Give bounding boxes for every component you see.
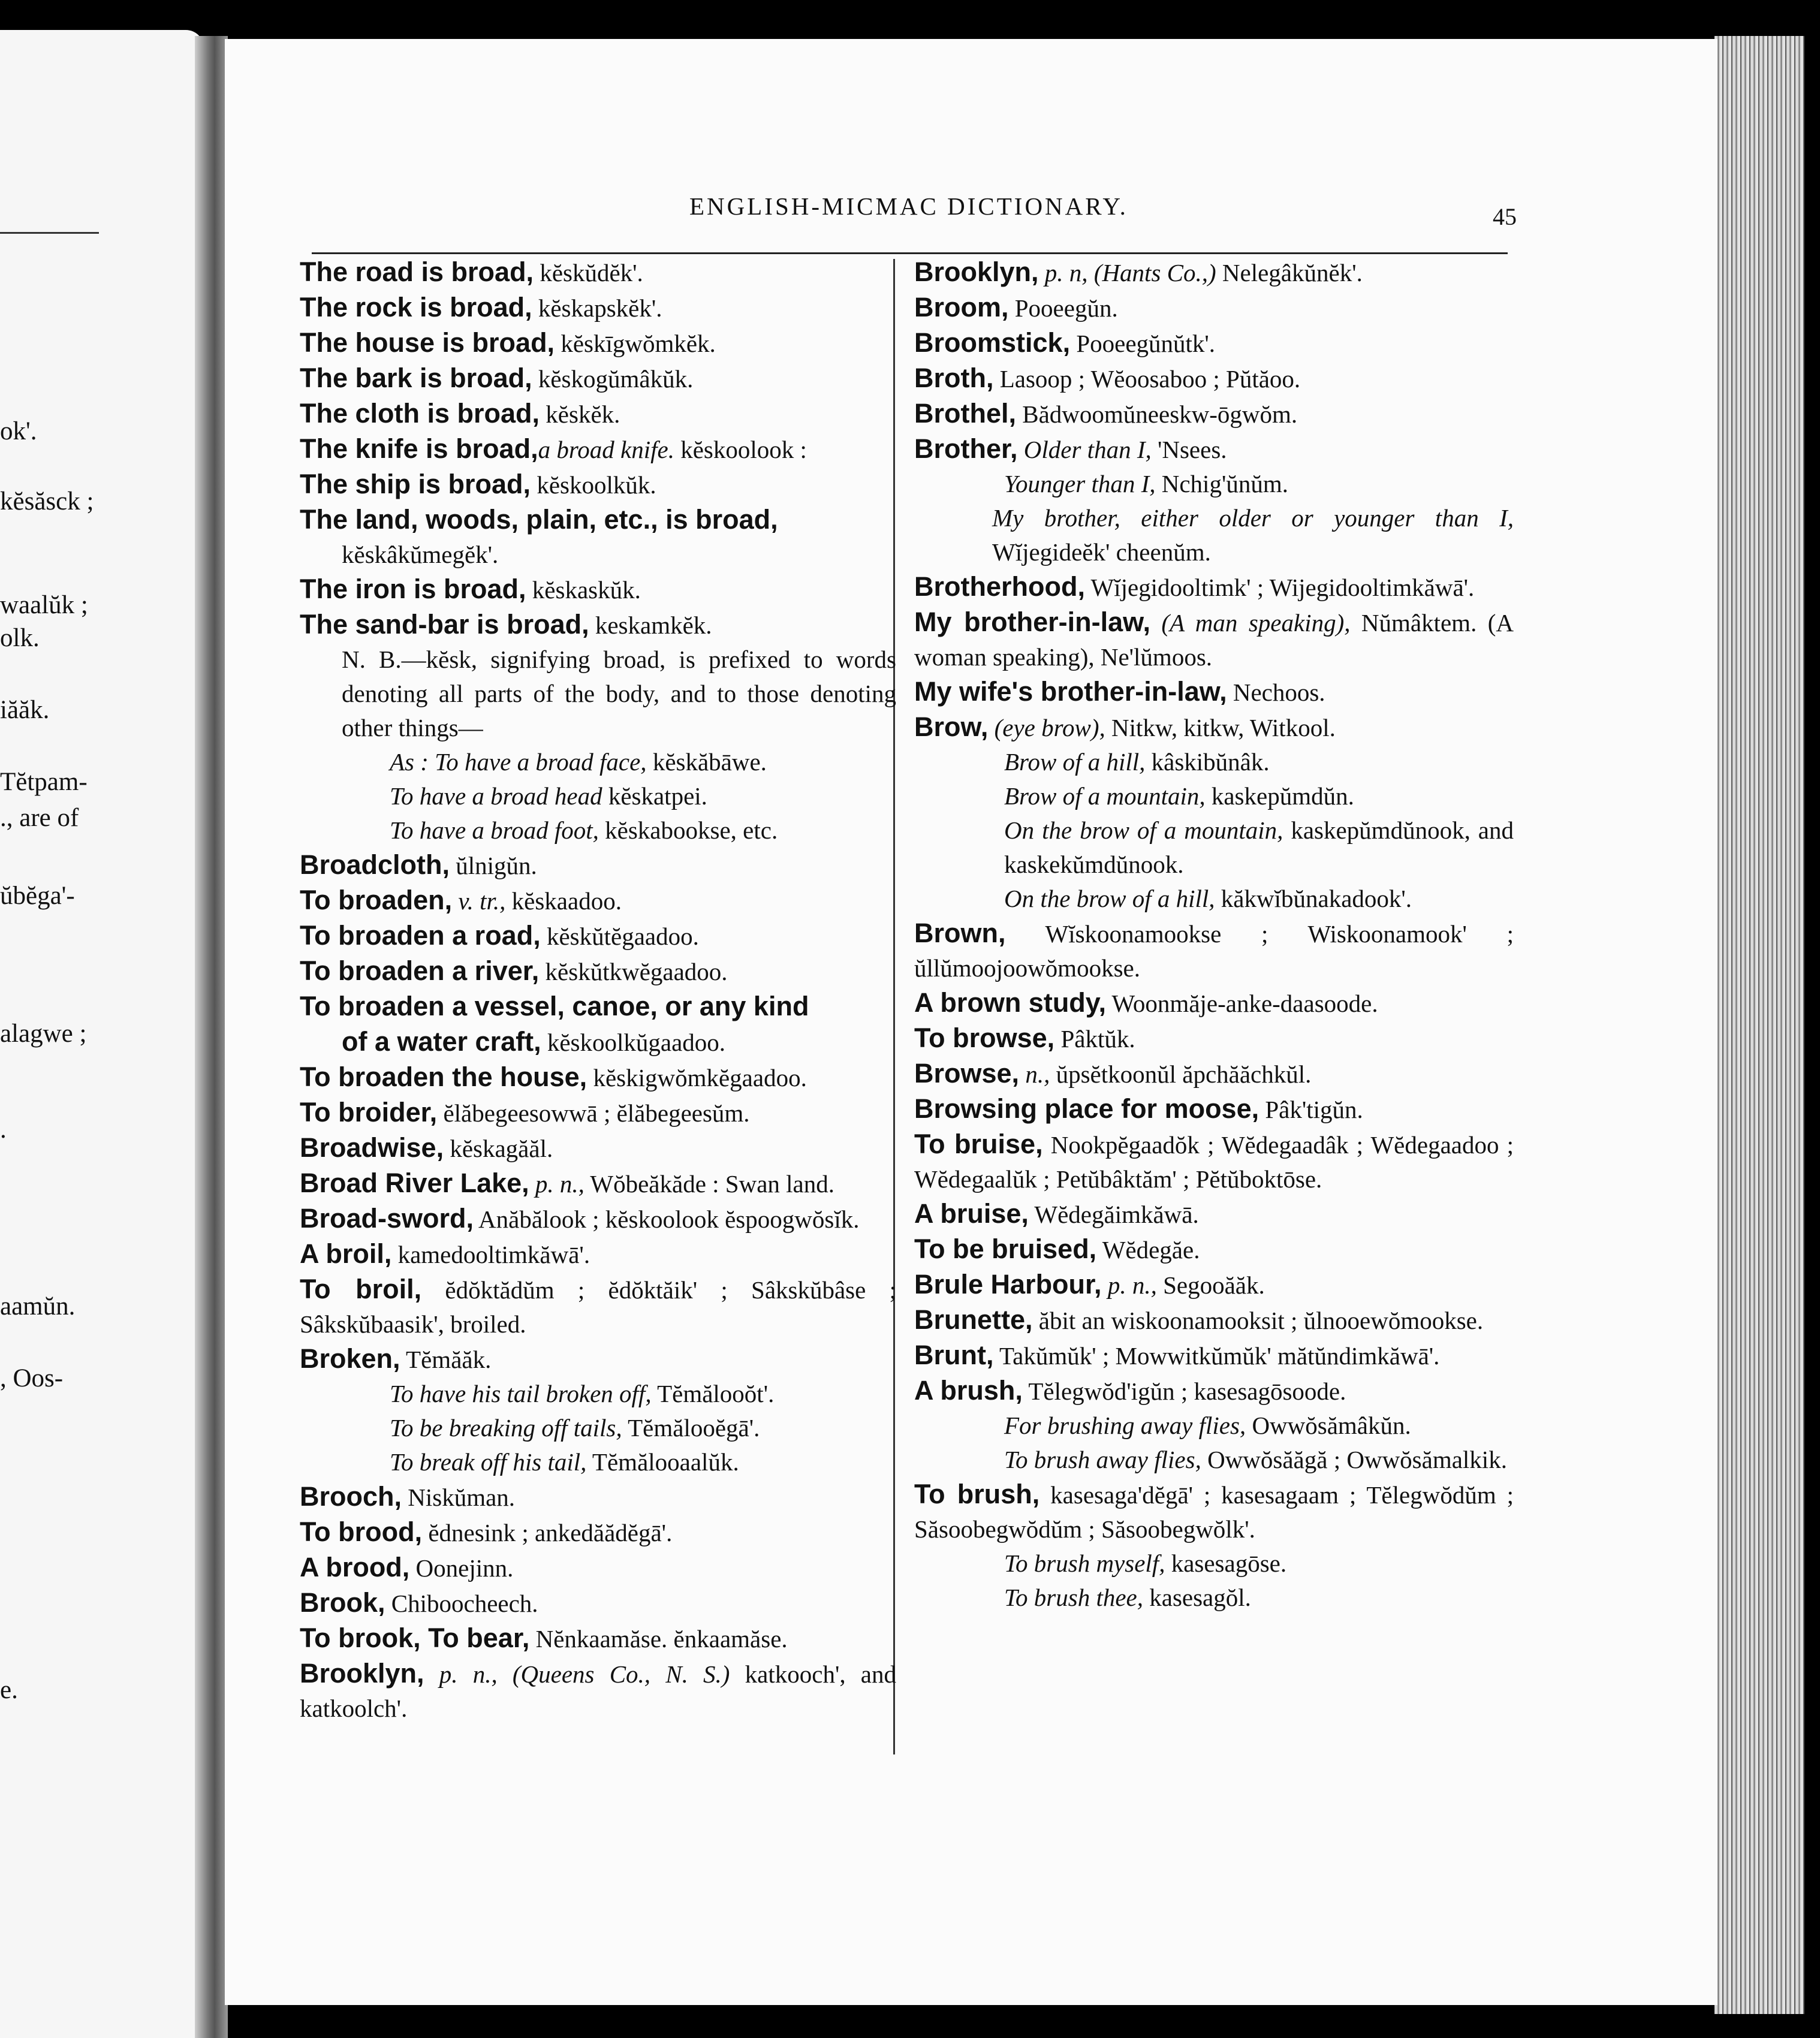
dictionary-entry bbox=[300, 1515, 896, 1550]
entry-headword: Brother, bbox=[914, 433, 1018, 464]
facing-page-fragment: alagwe ; bbox=[0, 1020, 87, 1048]
entry-headword: To broaden a vessel, canoe, or any kind bbox=[300, 991, 809, 1021]
dictionary-entry bbox=[914, 1092, 1514, 1127]
entry-headword: To bruise, bbox=[914, 1129, 1043, 1159]
dictionary-entry bbox=[300, 572, 896, 607]
entry-headword: Broad-sword, bbox=[300, 1203, 474, 1234]
dictionary-entry bbox=[300, 848, 896, 883]
entry-headword: To broil, bbox=[300, 1274, 422, 1304]
entry-translation: Nitkw, kitkw, Witkool. bbox=[1105, 714, 1336, 741]
facing-page-fragment: ., are of bbox=[0, 804, 79, 832]
entry-italic: My brother, either older or younger than I, bbox=[992, 504, 1514, 532]
book-gutter bbox=[195, 36, 228, 2038]
entry-headword: A broil, bbox=[300, 1238, 392, 1269]
dictionary-entry bbox=[300, 813, 896, 848]
entry-translation: Wĭjegidooltimk' ; Wijegidooltimkăwā'. bbox=[1084, 574, 1475, 601]
entry-headword: A brown study, bbox=[914, 987, 1106, 1018]
facing-page-rule bbox=[0, 232, 99, 234]
entry-headword: The house is broad, bbox=[300, 327, 555, 358]
entry-translation: kĕskogŭmâkŭk. bbox=[532, 365, 694, 393]
dictionary-entry bbox=[300, 607, 896, 643]
dictionary-entry bbox=[300, 538, 896, 572]
dictionary-entry bbox=[300, 643, 896, 745]
entry-translation: Pooeegŭnŭtk'. bbox=[1070, 330, 1216, 357]
entry-translation: kĕskatpei. bbox=[602, 782, 707, 810]
entry-italic: To brush myself, bbox=[1004, 1549, 1165, 1577]
entry-headword: To broaden a river, bbox=[300, 955, 540, 986]
entry-headword: The iron is broad, bbox=[300, 574, 526, 604]
entry-italic: (eye brow), bbox=[988, 714, 1105, 741]
entry-translation: Nŭmâktem. (A woman speaking), Ne'lŭmoos. bbox=[914, 609, 1514, 671]
entry-translation: Nelegâkŭnĕk'. bbox=[1216, 259, 1363, 287]
dictionary-entry bbox=[300, 1024, 896, 1060]
entry-italic: Older than I, bbox=[1017, 436, 1152, 463]
entry-headword: Broken, bbox=[300, 1343, 400, 1374]
entry-headword: The sand-bar is broad, bbox=[300, 609, 589, 640]
facing-page-fragment: , Oos- bbox=[0, 1364, 64, 1392]
entry-translation: Pâk'tigŭn. bbox=[1259, 1096, 1363, 1123]
dictionary-entry bbox=[914, 1303, 1514, 1338]
entry-translation: Chiboocheech. bbox=[385, 1590, 538, 1617]
dictionary-entry bbox=[914, 1021, 1514, 1056]
entry-translation: keskamkĕk. bbox=[589, 611, 712, 639]
right-column bbox=[914, 255, 1514, 1615]
dictionary-entry bbox=[914, 467, 1514, 501]
dictionary-entry bbox=[300, 361, 896, 396]
entry-headword: To brush, bbox=[914, 1479, 1040, 1509]
entry-headword: The land, woods, plain, etc., is broad, bbox=[300, 504, 778, 535]
dictionary-entry bbox=[300, 1411, 896, 1445]
entry-headword: Brunette, bbox=[914, 1304, 1033, 1335]
entry-translation: Wĭskoonamookse ; Wiskoonamook' ; ŭllŭmoojoowŏmookse. bbox=[914, 920, 1514, 982]
dictionary-entry bbox=[914, 1338, 1514, 1373]
entry-translation: kăkwĭbŭnakadook'. bbox=[1215, 885, 1412, 912]
dictionary-entry bbox=[914, 1443, 1514, 1477]
entry-translation: Oonejinn. bbox=[409, 1554, 514, 1582]
entry-italic: p. n., (Queens Co., N. S.) bbox=[424, 1660, 730, 1688]
entry-translation: ĕlăbegeesowwā ; ĕlăbegeesŭm. bbox=[437, 1099, 750, 1127]
dictionary-entry bbox=[914, 361, 1514, 396]
entry-headword: Broom, bbox=[914, 292, 1009, 322]
dictionary-entry bbox=[914, 501, 1514, 569]
entry-translation: kĕskīgwŏmkĕk. bbox=[555, 330, 716, 357]
facing-page-fragment: aamŭn. bbox=[0, 1292, 76, 1321]
dictionary-entry bbox=[914, 1267, 1514, 1303]
entry-translation: Owwŏsămâkŭn. bbox=[1246, 1412, 1411, 1439]
entry-headword: Broomstick, bbox=[914, 327, 1071, 358]
entry-italic: v. tr., bbox=[452, 887, 506, 915]
facing-page-fragment: ŭbĕga'- bbox=[0, 882, 75, 910]
dictionary-entry bbox=[300, 1060, 896, 1095]
entry-translation: kĕskoolkŭk. bbox=[531, 471, 656, 499]
dictionary-entry bbox=[914, 1127, 1514, 1196]
dictionary-entry bbox=[914, 432, 1514, 467]
entry-headword: The cloth is broad, bbox=[300, 398, 540, 429]
dictionary-entry bbox=[914, 779, 1514, 813]
dictionary-entry bbox=[914, 255, 1514, 290]
entry-headword: To broaden a road, bbox=[300, 920, 541, 951]
facing-page-fragment: ok'. bbox=[0, 417, 37, 445]
dictionary-entry bbox=[914, 1373, 1514, 1409]
entry-headword: A brood, bbox=[300, 1552, 410, 1582]
dictionary-entry bbox=[914, 1409, 1514, 1443]
entry-headword: Brothel, bbox=[914, 398, 1017, 429]
left-column bbox=[300, 255, 896, 1726]
dictionary-entry bbox=[300, 1237, 896, 1272]
entry-translation: ĕdŏktădŭm ; ĕdŏktăik' ; Sâkskŭbâse ; Sâkskŭbaasik', broiled. bbox=[300, 1276, 896, 1338]
entry-translation: ŭlnigŭn. bbox=[450, 852, 537, 879]
page-number: 45 bbox=[1493, 203, 1517, 230]
entry-translation: kĕskigwŏmkĕgaadoo. bbox=[587, 1064, 807, 1092]
entry-translation: kasesaga'dĕgā' ; kasesagaam ; Tĕlegwŏdŭm ; Săsoobegwŏdŭm ; Săsoobegwŏlk'. bbox=[914, 1481, 1514, 1543]
entry-translation: kaskepŭmdŭnook, and kaskekŭmdŭnook. bbox=[1004, 816, 1514, 878]
dictionary-entry bbox=[300, 1585, 896, 1621]
entry-translation: Wĕdegăimkăwā. bbox=[1028, 1201, 1199, 1228]
entry-italic: To brush thee, bbox=[1004, 1584, 1143, 1611]
entry-headword: To brook, To bear, bbox=[300, 1623, 530, 1653]
dictionary-entry bbox=[300, 1272, 896, 1341]
entry-italic: a broad knife. bbox=[538, 436, 674, 463]
dictionary-entry bbox=[914, 1546, 1514, 1581]
dictionary-entry bbox=[914, 745, 1514, 779]
entry-italic: p. n., bbox=[529, 1170, 584, 1198]
entry-headword: To broaden, bbox=[300, 885, 453, 915]
entry-headword: Brow, bbox=[914, 712, 989, 742]
dictionary-entry bbox=[300, 1377, 896, 1411]
entry-translation: Tĕmăăk. bbox=[400, 1346, 492, 1373]
dictionary-entry bbox=[300, 1341, 896, 1377]
entry-headword: My wife's brother-in-law, bbox=[914, 676, 1227, 707]
facing-page bbox=[0, 30, 204, 2038]
entry-headword: To be bruised, bbox=[914, 1234, 1097, 1264]
dictionary-entry bbox=[300, 1095, 896, 1130]
entry-italic: Younger than I, bbox=[1004, 470, 1156, 498]
dictionary-entry bbox=[300, 325, 896, 361]
dictionary-entry bbox=[914, 1196, 1514, 1232]
entry-italic: To be breaking off tails, bbox=[390, 1414, 622, 1442]
entry-italic: p. n., bbox=[1101, 1271, 1157, 1299]
header-rule bbox=[312, 252, 1508, 254]
facing-page-fragment: kĕsăsck ; bbox=[0, 487, 94, 515]
entry-translation: Nĕnkaamăse. ĕnkaamăse. bbox=[529, 1625, 788, 1653]
dictionary-entry bbox=[300, 1166, 896, 1201]
entry-translation: 'Nsees. bbox=[1151, 436, 1227, 463]
dictionary-entry bbox=[914, 710, 1514, 745]
entry-translation: N. B.—kĕsk, signifying broad, is prefixed to words denoting all parts of the body, and to those denoting other things— bbox=[342, 646, 896, 741]
entry-translation: Pooeegŭn. bbox=[1008, 294, 1118, 322]
running-header: ENGLISH-MICMAC DICTIONARY. bbox=[689, 192, 1128, 220]
dictionary-entry bbox=[300, 1656, 896, 1726]
dictionary-entry bbox=[914, 882, 1514, 916]
entry-translation: Tĕlegwŏd'igŭn ; kasesagōsoode. bbox=[1022, 1377, 1346, 1405]
dictionary-entry bbox=[914, 1477, 1514, 1546]
entry-italic: For brushing away flies, bbox=[1004, 1412, 1246, 1439]
entry-translation: Owwŏsăăgă ; Owwŏsămalkik. bbox=[1201, 1446, 1507, 1473]
entry-headword: Brunt, bbox=[914, 1340, 994, 1370]
entry-translation: Tĕmălooĕgā'. bbox=[622, 1414, 760, 1442]
facing-page-fragment: iăăk. bbox=[0, 696, 50, 724]
dictionary-entry bbox=[300, 1130, 896, 1166]
entry-translation: kĕskĕk. bbox=[540, 400, 620, 428]
entry-headword: Broadcloth, bbox=[300, 849, 450, 880]
facing-page-fragment: olk. bbox=[0, 624, 40, 652]
entry-headword: Brooklyn, bbox=[914, 257, 1039, 287]
dictionary-entry bbox=[914, 674, 1514, 710]
entry-translation: Nookpĕgaadŏk ; Wĕdegaadâk ; Wĕdegaadoo ; Wĕdegaalŭk ; Petŭbâktăm' ; Pĕtŭboktōse. bbox=[914, 1131, 1514, 1193]
entry-translation: Wĕdegăe. bbox=[1096, 1236, 1200, 1264]
entry-headword: Broadwise, bbox=[300, 1132, 444, 1163]
entry-italic: On the brow of a hill, bbox=[1004, 885, 1215, 912]
entry-translation: ŭpsĕtkoonŭl ăpchăăchkŭl. bbox=[1050, 1060, 1312, 1088]
entry-translation: kasesagŏl. bbox=[1143, 1584, 1251, 1611]
entry-translation: Tĕmălooaalŭk. bbox=[586, 1448, 739, 1476]
entry-headword: To browse, bbox=[914, 1023, 1055, 1053]
entry-translation: katkooch', and katkoolch'. bbox=[300, 1660, 896, 1722]
entry-translation: kĕskŭtkwĕgaadoo. bbox=[539, 958, 728, 985]
dictionary-entry bbox=[914, 1056, 1514, 1092]
entry-translation: kĕskapskĕk'. bbox=[532, 294, 662, 322]
entry-headword: The bark is broad, bbox=[300, 363, 532, 393]
dictionary-entry bbox=[914, 569, 1514, 605]
entry-translation: Nechoos. bbox=[1227, 679, 1325, 706]
entry-italic: n., bbox=[1019, 1060, 1050, 1088]
entry-headword: Brook, bbox=[300, 1587, 385, 1618]
dictionary-entry bbox=[914, 1232, 1514, 1267]
entry-italic: To break off his tail, bbox=[390, 1448, 587, 1476]
entry-translation: Lasoop ; Wĕoosaboo ; Pŭtăoo. bbox=[993, 365, 1301, 393]
dictionary-entry bbox=[300, 432, 896, 467]
dictionary-entry bbox=[300, 467, 896, 502]
entry-translation: Niskŭman. bbox=[402, 1484, 516, 1511]
entry-translation: Segooăăk. bbox=[1156, 1271, 1265, 1299]
entry-translation: kĕskăbāwe. bbox=[646, 748, 767, 776]
entry-italic: Brow of a hill, bbox=[1004, 748, 1146, 776]
entry-italic: p. n, (Hants Co.,) bbox=[1038, 259, 1216, 287]
dictionary-entry bbox=[914, 290, 1514, 325]
entry-headword: A brush, bbox=[914, 1375, 1023, 1406]
dictionary-entry bbox=[914, 916, 1514, 985]
dictionary-entry bbox=[300, 1201, 896, 1237]
entry-headword: Browse, bbox=[914, 1058, 1020, 1089]
entry-italic: On the brow of a mountain, bbox=[1004, 816, 1283, 844]
entry-headword: A bruise, bbox=[914, 1198, 1029, 1229]
entry-headword: Brooklyn, bbox=[300, 1658, 424, 1689]
entry-translation: kĕskaskŭk. bbox=[526, 576, 641, 604]
entry-translation: Pâktŭk. bbox=[1054, 1025, 1135, 1053]
entry-translation: kĕskâkŭmegĕk'. bbox=[342, 541, 499, 568]
entry-headword: The knife is broad, bbox=[300, 433, 538, 464]
dictionary-entry bbox=[300, 255, 896, 290]
entry-headword: Broad River Lake, bbox=[300, 1168, 529, 1198]
dictionary-entry bbox=[300, 1621, 896, 1656]
facing-page-fragment: Tĕtpam- bbox=[0, 768, 88, 796]
entry-translation: kĕskoolkŭgaadoo. bbox=[541, 1029, 726, 1056]
dictionary-entry bbox=[300, 502, 896, 538]
entry-translation: Woonmăje-anke-daasoode. bbox=[1106, 990, 1378, 1017]
entry-headword: Brooch, bbox=[300, 1481, 402, 1512]
dictionary-entry bbox=[300, 745, 896, 779]
entry-italic: To have a broad foot, bbox=[390, 816, 599, 844]
entry-translation: kaskepŭmdŭn. bbox=[1205, 782, 1354, 810]
entry-headword: The ship is broad, bbox=[300, 469, 531, 499]
entry-translation: Takŭmŭk' ; Mowwitkŭmŭk' mătŭndimkăwā'. bbox=[993, 1342, 1440, 1370]
entry-headword: The road is broad, bbox=[300, 257, 534, 287]
dictionary-entry bbox=[914, 325, 1514, 361]
dictionary-entry bbox=[300, 1479, 896, 1515]
entry-translation: kâskibŭnâk. bbox=[1145, 748, 1270, 776]
entry-headword: Brown, bbox=[914, 918, 1006, 948]
entry-translation: Nchig'ŭnŭm. bbox=[1155, 470, 1288, 498]
dictionary-entry bbox=[300, 1550, 896, 1585]
dictionary-entry bbox=[300, 396, 896, 432]
entry-italic: To brush away flies, bbox=[1004, 1446, 1201, 1473]
dictionary-entry bbox=[300, 954, 896, 989]
entry-translation: kĕskŭtĕgaadoo. bbox=[540, 922, 699, 950]
dictionary-entry bbox=[914, 1581, 1514, 1615]
dictionary-entry bbox=[914, 813, 1514, 882]
page-edges bbox=[1714, 36, 1804, 2014]
entry-translation: kĕskabookse, etc. bbox=[598, 816, 778, 844]
entry-translation: kĕskoolook : bbox=[674, 436, 807, 463]
dictionary-entry bbox=[914, 605, 1514, 674]
dictionary-entry bbox=[300, 779, 896, 813]
entry-italic: Brow of a mountain, bbox=[1004, 782, 1206, 810]
entry-translation: kamedooltimkăwā'. bbox=[391, 1241, 590, 1268]
entry-translation: ĕdnesink ; ankedăădĕgā'. bbox=[422, 1519, 673, 1546]
entry-translation: Tĕmălooŏt'. bbox=[651, 1380, 775, 1407]
entry-italic: To have a broad head bbox=[390, 782, 602, 810]
entry-headword: To brood, bbox=[300, 1517, 423, 1547]
entry-translation: Wŏbeăkăde : Swan land. bbox=[584, 1170, 834, 1198]
facing-page-fragment: e. bbox=[0, 1676, 18, 1704]
facing-page-fragment: . bbox=[0, 1116, 7, 1144]
dictionary-entry bbox=[300, 883, 896, 918]
entry-translation: kĕskŭdĕk'. bbox=[534, 259, 643, 287]
dictionary-entry bbox=[300, 1445, 896, 1479]
entry-italic: As : To have a broad face, bbox=[390, 748, 647, 776]
entry-headword: of a water craft, bbox=[342, 1026, 541, 1057]
entry-italic: To have his tail broken off, bbox=[390, 1380, 652, 1407]
entry-headword: Broth, bbox=[914, 363, 994, 393]
entry-translation: kasesagōse. bbox=[1165, 1549, 1287, 1577]
entry-headword: To broaden the house, bbox=[300, 1062, 587, 1092]
entry-translation: Wĭjegideĕk' cheenŭm. bbox=[992, 538, 1211, 566]
facing-page-fragment: waalŭk ; bbox=[0, 591, 88, 619]
dictionary-entry bbox=[300, 989, 896, 1024]
entry-headword: Brule Harbour, bbox=[914, 1269, 1102, 1300]
entry-headword: The rock is broad, bbox=[300, 292, 532, 322]
entry-headword: My brother-in-law, bbox=[914, 607, 1151, 637]
dictionary-entry bbox=[300, 918, 896, 954]
dictionary-entry bbox=[914, 396, 1514, 432]
dictionary-entry bbox=[300, 290, 896, 325]
entry-translation: kĕskagăăl. bbox=[444, 1135, 553, 1162]
entry-translation: Bădwoomŭneeskw-ōgwŏm. bbox=[1016, 400, 1298, 428]
entry-headword: To broider, bbox=[300, 1097, 438, 1127]
entry-translation: ăbit an wiskoonamooksit ; ŭlnooewŏmookse. bbox=[1032, 1307, 1484, 1334]
entry-italic: (A man speaking), bbox=[1150, 609, 1351, 637]
entry-headword: Browsing place for moose, bbox=[914, 1093, 1259, 1124]
entry-translation: Anăbălook ; kĕskoolook ĕspoogwŏsĭk. bbox=[474, 1205, 860, 1233]
entry-translation: kĕskaadoo. bbox=[505, 887, 622, 915]
dictionary-entry bbox=[914, 985, 1514, 1021]
entry-headword: Brotherhood, bbox=[914, 571, 1085, 602]
